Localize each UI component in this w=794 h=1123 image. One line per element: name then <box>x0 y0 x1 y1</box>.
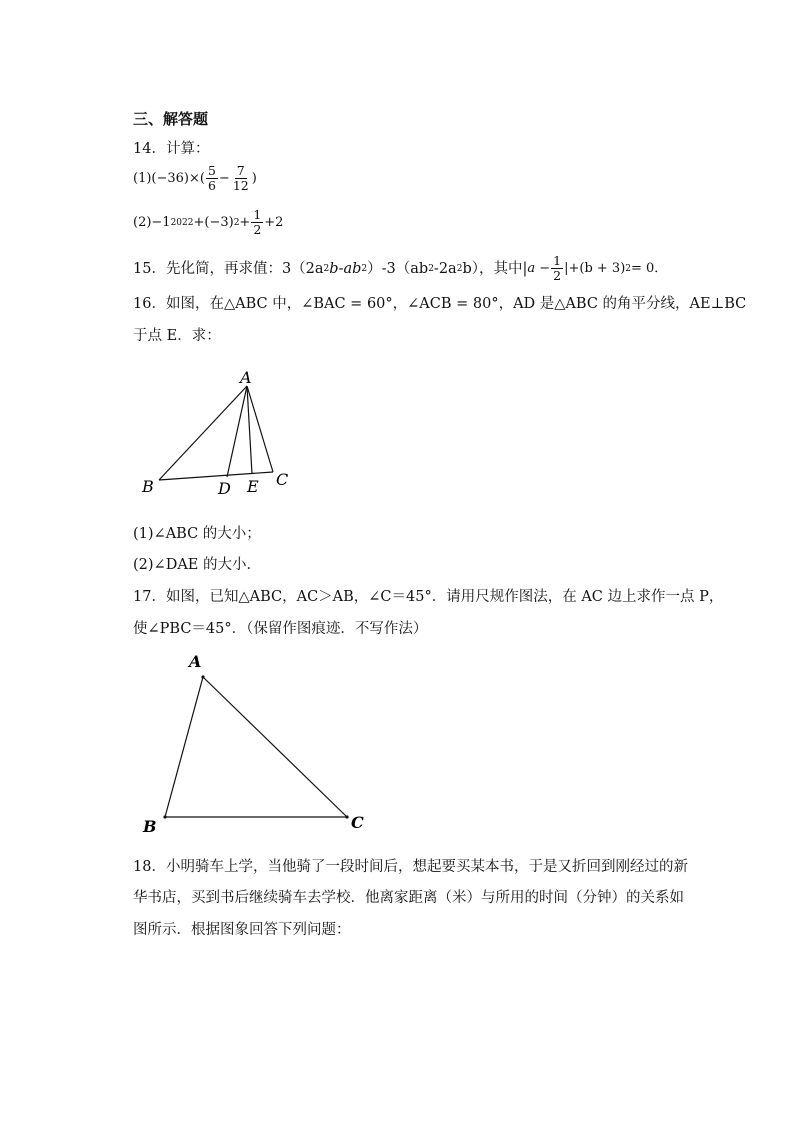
q17-point-b <box>163 815 166 818</box>
q14-p2-exp2: 2 <box>233 217 240 228</box>
section-title: 三、解答题 <box>133 110 209 128</box>
q15-sup-a: 2 <box>323 263 330 274</box>
q14-p2-f-num: 1 <box>253 207 262 222</box>
q16-segment-ad <box>227 386 247 477</box>
q18-line2: 华书店，买到书后继续骑车去学校．他离家距离（米）与所用的时间（分钟）的关系如 <box>133 890 684 906</box>
q17-label-b: B <box>143 817 157 836</box>
q17-label-c: C <box>351 813 364 832</box>
q14-p1-fraction2 <box>231 164 251 193</box>
q14-label: 14．计算： <box>133 141 210 157</box>
q14-p1-f1-den: 6 <box>207 178 216 193</box>
q15-c: ）-3（ab <box>367 260 429 277</box>
q17-side-ab <box>165 677 203 817</box>
q16-label-c: C <box>276 470 289 489</box>
q14-p1-minus: − <box>218 170 230 186</box>
q15-sup-b: 2 <box>361 263 368 274</box>
q16-label-e: E <box>247 477 259 496</box>
q14-p1-f2-num: 7 <box>236 163 245 178</box>
q17-point-c <box>345 815 348 818</box>
q15-f-den: 2 <box>553 268 562 283</box>
q16-label-b: B <box>142 477 154 496</box>
q15-d: -2a <box>433 260 457 277</box>
q15-b: b-ab <box>329 260 362 277</box>
q17-side-ac <box>203 677 347 817</box>
q14-p2-f-den: 2 <box>253 222 262 237</box>
q16-line1: 16．如图，在△ABC 中，∠BAC = 60°，∠ACB = 80°，AD 是△ABC 的角平分线，AE⊥BC <box>133 296 747 312</box>
q16-sub1: (1)∠ABC 的大小； <box>133 526 261 542</box>
q14-p1-f1-num: 5 <box>207 163 216 178</box>
q15-e: b），其中| <box>462 260 528 277</box>
q17-line1: 17．如图，已知△ABC，AC＞AB，∠C＝45°．请用尺规作图法，在 AC 边上求作一点 P， <box>133 589 724 605</box>
q15-f-num: 1 <box>553 253 562 268</box>
q14-p1-suffix: ) <box>251 170 257 186</box>
q16-label-d: D <box>218 479 231 498</box>
q14-p2-prefix: (2)−1 <box>133 214 171 230</box>
q14-part2 <box>133 208 283 237</box>
q15-fraction <box>551 254 563 283</box>
q16-line2: 于点 E．求： <box>133 328 221 344</box>
q16-label-a: A <box>240 368 252 387</box>
q14-p1-prefix: (1)(−36)×( <box>133 170 205 186</box>
q15-f: |+(b + 3) <box>564 260 626 276</box>
q16-triangle-figure <box>130 360 310 500</box>
q14-p2-mid: +(−3) <box>193 214 234 230</box>
q16-side-ab <box>159 386 247 480</box>
q14-part1 <box>133 164 257 193</box>
q15-a-minus: a − <box>527 260 551 276</box>
q17-line2: 使∠PBC＝45°．（保留作图痕迹．不写作法） <box>133 621 428 637</box>
q15-sup-f: 2 <box>625 263 631 274</box>
q14-p2-exp: 2022 <box>170 217 194 228</box>
q14-p2-plus: + <box>239 214 251 230</box>
q14-p2-suffix: +2 <box>264 214 284 230</box>
q15-sup-c: 2 <box>428 263 434 274</box>
q14-p1-fraction1 <box>206 164 218 193</box>
q17-triangle-figure <box>135 648 375 838</box>
q17-label-a: A <box>189 652 202 671</box>
q18-line3: 图所示．根据图象回答下列问题： <box>133 922 351 938</box>
q14-p2-fraction <box>251 208 263 237</box>
q15-sup-d: 2 <box>456 263 463 274</box>
q15-a: 15．先化简，再求值：3（2a <box>133 260 324 277</box>
q16-sub2: (2)∠DAE 的大小． <box>133 557 261 573</box>
q15-g: = 0． <box>631 260 668 276</box>
q14-p1-f2-den: 12 <box>232 178 249 193</box>
q17-point-a <box>201 675 204 678</box>
q18-line1: 18．小明骑车上学，当他骑了一段时间后，想起要买某本书，于是又折回到刚经过的新 <box>133 859 688 875</box>
q15-text <box>133 254 667 283</box>
